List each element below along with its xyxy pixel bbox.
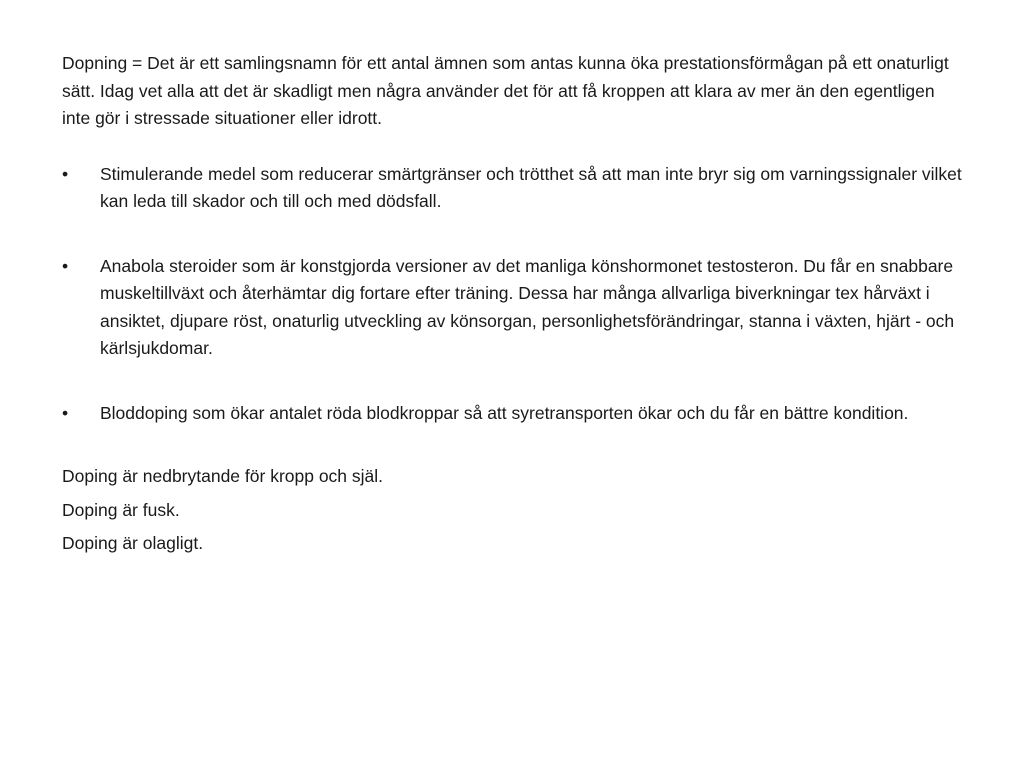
- bullet-icon: •: [62, 255, 69, 276]
- bullet-icon: •: [62, 402, 69, 423]
- list-item: [62, 161, 962, 216]
- bullet-list: [62, 161, 962, 428]
- list-item: [62, 253, 962, 363]
- slide-content: [62, 50, 962, 564]
- bullet-text: Bloddoping som ökar antalet röda blodkroppar så att syretransporten ökar och du får en bättre kondition.: [100, 402, 909, 423]
- bullet-icon: •: [62, 163, 69, 184]
- bullet-text: Anabola steroider som är konstgjorda versioner av det manliga könshormonet testosteron. Du får en snabbare muskeltillväxt och återhämtar dig fortare efter träning. Dessa har många allvarliga biverkningar tex hårväxt i ansiktet, djupare röst, onaturlig utveckling av könsorgan, personlighetsförändringar, stanna i växten, hjärt - och kärlsjukdomar.: [100, 255, 955, 358]
- closing-line: Doping är olagligt.: [62, 533, 204, 553]
- closing-statements: [62, 463, 962, 558]
- intro-paragraph: Dopning = Det är ett samlingsnamn för ett antal ämnen som antas kunna öka prestationsförmågan på ett onaturligt sätt. Idag vet alla att det är skadligt men några använder det för att få kroppen att klara av mer än den egentligen inte gör i stressade situationer eller idrott.: [62, 53, 949, 128]
- closing-line: Doping är nedbrytande för kropp och själ.: [62, 466, 384, 486]
- list-item: [62, 400, 962, 428]
- closing-line: Doping är fusk.: [62, 499, 180, 520]
- bullet-text: Stimulerande medel som reducerar smärtgränser och trötthet så att man inte bryr sig om varningssignaler vilket kan leda till skador och till och med dödsfall.: [100, 163, 962, 211]
